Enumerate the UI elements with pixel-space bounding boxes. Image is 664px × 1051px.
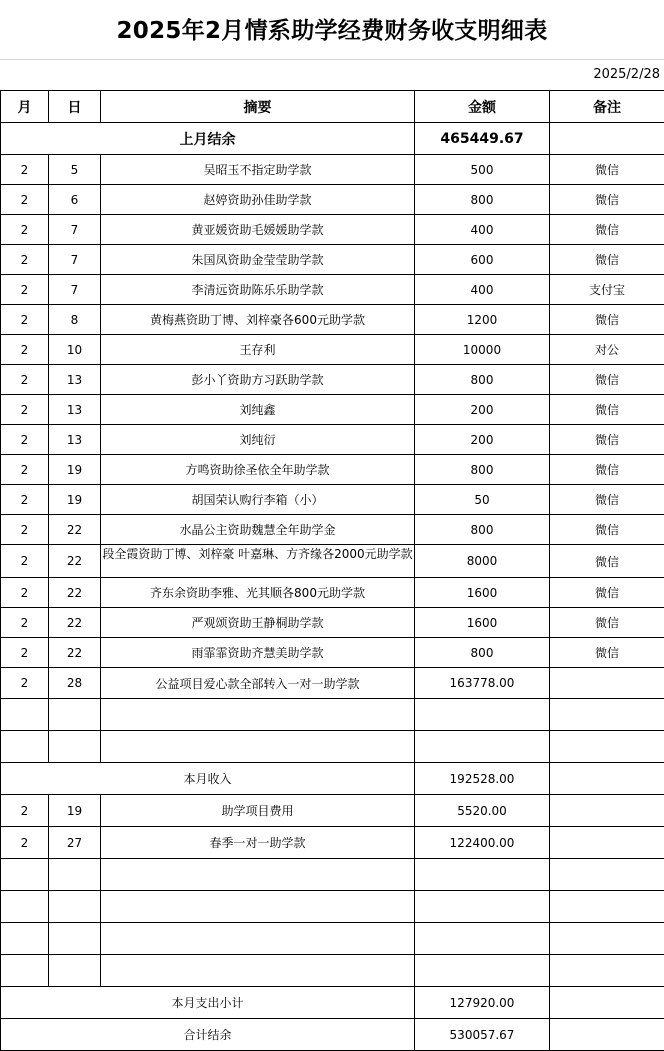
table-row <box>1 923 664 955</box>
header-row <box>1 91 664 123</box>
opening-balance-note <box>550 123 664 155</box>
header-note: 备注 <box>550 91 664 123</box>
month-cell: 2 <box>1 485 49 515</box>
note-cell: 微信 <box>550 185 664 215</box>
expense-total-label: 本月支出小计 <box>1 987 415 1019</box>
summary-cell: 胡国荣认购行李箱（小） <box>101 485 415 515</box>
month-cell: 2 <box>1 245 49 275</box>
table-row <box>1 795 664 827</box>
amount-cell: 200 <box>415 425 550 455</box>
month-cell: 2 <box>1 305 49 335</box>
header-summary: 摘要 <box>101 91 415 123</box>
note-cell: 微信 <box>550 425 664 455</box>
opening-balance-label: 上月结余 <box>1 123 415 155</box>
amount-cell: 10000 <box>415 335 550 365</box>
table-row <box>1 668 664 699</box>
amount-cell: 800 <box>415 365 550 395</box>
table-row <box>1 305 664 335</box>
table-row <box>1 395 664 425</box>
amount-cell <box>415 731 550 763</box>
ledger-table <box>0 90 664 1051</box>
summary-cell: 助学项目费用 <box>101 795 415 827</box>
summary-cell: 方鸣资助徐圣依全年助学款 <box>101 455 415 485</box>
report-date: 2025/2/28 <box>593 61 660 89</box>
amount-cell: 400 <box>415 215 550 245</box>
day-cell <box>49 923 101 955</box>
month-cell <box>1 955 49 987</box>
note-cell: 微信 <box>550 305 664 335</box>
month-cell: 2 <box>1 545 49 578</box>
summary-cell: 彭小丫资助方习跃助学款 <box>101 365 415 395</box>
day-cell <box>49 891 101 923</box>
note-cell: 微信 <box>550 245 664 275</box>
day-cell: 22 <box>49 578 101 608</box>
day-cell <box>49 859 101 891</box>
summary-cell: 春季一对一助学款 <box>101 827 415 859</box>
summary-cell: 刘纯鑫 <box>101 395 415 425</box>
note-cell <box>550 731 664 763</box>
amount-cell: 5520.00 <box>415 795 550 827</box>
summary-cell <box>101 731 415 763</box>
summary-cell <box>101 891 415 923</box>
income-total-label: 本月收入 <box>1 763 415 795</box>
income-total-amount: 192528.00 <box>415 763 550 795</box>
summary-cell <box>101 699 415 731</box>
summary-cell: 严观颂资助王静桐助学款 <box>101 608 415 638</box>
table-row <box>1 699 664 731</box>
month-cell: 2 <box>1 608 49 638</box>
opening-balance-row <box>1 123 664 155</box>
day-cell: 8 <box>49 305 101 335</box>
table-row <box>1 485 664 515</box>
day-cell <box>49 699 101 731</box>
table-row <box>1 608 664 638</box>
month-cell: 2 <box>1 515 49 545</box>
table-row <box>1 578 664 608</box>
table-row <box>1 185 664 215</box>
month-cell: 2 <box>1 275 49 305</box>
table-row <box>1 515 664 545</box>
note-cell: 微信 <box>550 395 664 425</box>
note-cell: 微信 <box>550 608 664 638</box>
amount-cell: 1200 <box>415 305 550 335</box>
day-cell <box>49 731 101 763</box>
amount-cell: 1600 <box>415 608 550 638</box>
month-cell <box>1 859 49 891</box>
summary-cell: 赵婷资助孙佳助学款 <box>101 185 415 215</box>
amount-cell: 500 <box>415 155 550 185</box>
table-row <box>1 245 664 275</box>
month-cell: 2 <box>1 827 49 859</box>
summary-cell: 黄梅燕资助丁博、刘梓豪各600元助学款 <box>101 305 415 335</box>
day-cell: 10 <box>49 335 101 365</box>
day-cell: 13 <box>49 425 101 455</box>
summary-cell: 吴昭玉不指定助学款 <box>101 155 415 185</box>
summary-cell: 黄亚媛资助毛媛媛助学款 <box>101 215 415 245</box>
day-cell: 22 <box>49 638 101 668</box>
note-cell <box>550 827 664 859</box>
amount-cell: 400 <box>415 275 550 305</box>
day-cell: 7 <box>49 215 101 245</box>
month-cell <box>1 891 49 923</box>
month-cell <box>1 699 49 731</box>
closing-balance-amount: 530057.67 <box>415 1019 550 1051</box>
amount-cell: 1600 <box>415 578 550 608</box>
summary-cell <box>101 923 415 955</box>
summary-cell: 水晶公主资助魏慧全年助学金 <box>101 515 415 545</box>
opening-balance-amount: 465449.67 <box>415 123 550 155</box>
day-cell <box>49 955 101 987</box>
month-cell: 2 <box>1 185 49 215</box>
table-row <box>1 335 664 365</box>
amount-cell: 163778.00 <box>415 668 550 699</box>
header-amount: 金额 <box>415 91 550 123</box>
month-cell <box>1 923 49 955</box>
page-title: 2025年2月情系助学经费财务收支明细表 <box>0 0 664 60</box>
note-cell <box>550 795 664 827</box>
amount-cell: 122400.00 <box>415 827 550 859</box>
note-cell <box>550 859 664 891</box>
day-cell: 7 <box>49 275 101 305</box>
month-cell: 2 <box>1 578 49 608</box>
table-row <box>1 455 664 485</box>
closing-balance-row <box>1 1019 664 1051</box>
amount-cell: 800 <box>415 638 550 668</box>
amount-cell <box>415 859 550 891</box>
month-cell: 2 <box>1 795 49 827</box>
day-cell: 7 <box>49 245 101 275</box>
table-row <box>1 955 664 987</box>
month-cell: 2 <box>1 155 49 185</box>
note-cell: 微信 <box>550 155 664 185</box>
note-cell: 支付宝 <box>550 275 664 305</box>
header-month: 月 <box>1 91 49 123</box>
day-cell: 19 <box>49 485 101 515</box>
note-cell <box>550 699 664 731</box>
summary-cell: 段全霞资助丁博、刘梓豪 叶嘉琳、方齐缘各2000元助学款 <box>101 545 415 578</box>
table-row <box>1 731 664 763</box>
note-cell <box>550 668 664 699</box>
summary-cell: 朱国凤资助金莹莹助学款 <box>101 245 415 275</box>
amount-cell <box>415 891 550 923</box>
amount-cell <box>415 923 550 955</box>
note-cell: 微信 <box>550 485 664 515</box>
month-cell: 2 <box>1 335 49 365</box>
summary-cell: 刘纯衍 <box>101 425 415 455</box>
expense-total-amount: 127920.00 <box>415 987 550 1019</box>
month-cell: 2 <box>1 668 49 699</box>
table-row <box>1 827 664 859</box>
day-cell: 27 <box>49 827 101 859</box>
header-day: 日 <box>49 91 101 123</box>
amount-cell <box>415 955 550 987</box>
note-cell: 微信 <box>550 455 664 485</box>
month-cell: 2 <box>1 425 49 455</box>
day-cell: 22 <box>49 545 101 578</box>
amount-cell: 50 <box>415 485 550 515</box>
month-cell: 2 <box>1 395 49 425</box>
amount-cell: 800 <box>415 515 550 545</box>
note-cell: 微信 <box>550 215 664 245</box>
note-cell: 微信 <box>550 515 664 545</box>
table-row <box>1 155 664 185</box>
day-cell: 22 <box>49 515 101 545</box>
note-cell: 微信 <box>550 638 664 668</box>
day-cell: 19 <box>49 455 101 485</box>
month-cell: 2 <box>1 365 49 395</box>
summary-cell: 公益项目爱心款全部转入一对一助学款 <box>101 668 415 699</box>
summary-cell: 雨霏霏资助齐慧美助学款 <box>101 638 415 668</box>
amount-cell: 200 <box>415 395 550 425</box>
day-cell: 13 <box>49 365 101 395</box>
table-row <box>1 275 664 305</box>
summary-cell <box>101 859 415 891</box>
table-row <box>1 365 664 395</box>
day-cell: 22 <box>49 608 101 638</box>
table-row <box>1 545 664 578</box>
closing-balance-label: 合计结余 <box>1 1019 415 1051</box>
day-cell: 28 <box>49 668 101 699</box>
day-cell: 5 <box>49 155 101 185</box>
note-cell: 对公 <box>550 335 664 365</box>
table-row <box>1 215 664 245</box>
month-cell: 2 <box>1 638 49 668</box>
amount-cell: 8000 <box>415 545 550 578</box>
note-cell: 微信 <box>550 365 664 395</box>
month-cell <box>1 731 49 763</box>
amount-cell: 800 <box>415 455 550 485</box>
summary-cell: 齐东余资助李雅、光其顺各800元助学款 <box>101 578 415 608</box>
expense-total-note <box>550 987 664 1019</box>
table-row <box>1 859 664 891</box>
note-cell <box>550 923 664 955</box>
month-cell: 2 <box>1 215 49 245</box>
income-total-row <box>1 763 664 795</box>
day-cell: 13 <box>49 395 101 425</box>
summary-cell <box>101 955 415 987</box>
amount-cell: 800 <box>415 185 550 215</box>
income-total-note <box>550 763 664 795</box>
note-cell: 微信 <box>550 545 664 578</box>
day-cell: 19 <box>49 795 101 827</box>
amount-cell <box>415 699 550 731</box>
summary-cell: 李清远资助陈乐乐助学款 <box>101 275 415 305</box>
table-row <box>1 638 664 668</box>
table-row <box>1 425 664 455</box>
expense-total-row <box>1 987 664 1019</box>
amount-cell: 600 <box>415 245 550 275</box>
day-cell: 6 <box>49 185 101 215</box>
summary-cell: 王存利 <box>101 335 415 365</box>
closing-balance-note <box>550 1019 664 1051</box>
note-cell: 微信 <box>550 578 664 608</box>
note-cell <box>550 955 664 987</box>
note-cell <box>550 891 664 923</box>
table-row <box>1 891 664 923</box>
month-cell: 2 <box>1 455 49 485</box>
